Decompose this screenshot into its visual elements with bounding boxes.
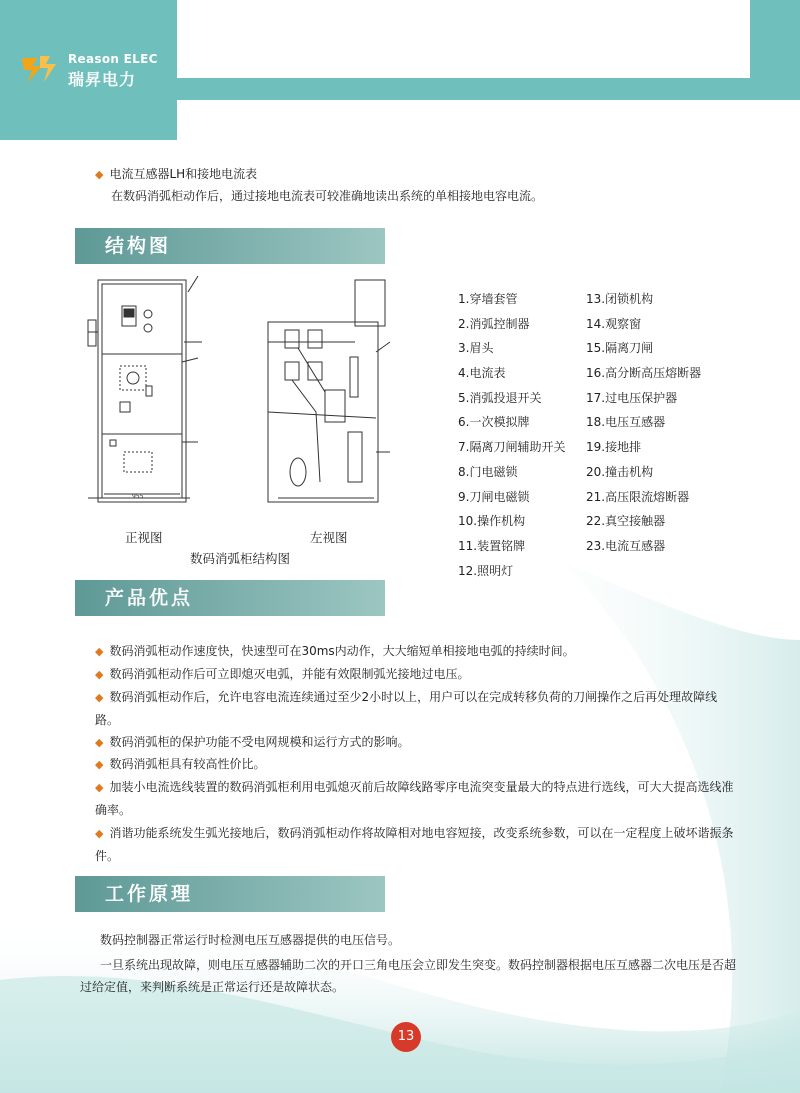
front-view-label: 正视图 [125,530,163,545]
page-number: 13 [391,1022,421,1052]
brand-name-cn: 瑞昇电力 [68,70,137,89]
advantage-item: ◆ 消谐功能系统发生弧光接地后，数码消弧柜动作将故障相对地电容短接，改变系统参数，可以在一定程度上破坏谐振条件。 [95,826,734,863]
bullet-icon: ◆ [95,758,104,771]
front-view-drawing [88,276,202,502]
brand-mark-icon [20,52,60,84]
part-item: 22.真空接触器 [586,514,666,529]
intro-text: 在数码消弧柜动作后，通过接地电流表可较准确地读出系统的单相接地电容电流。 [111,189,544,203]
part-item: 21.高压限流熔断器 [586,489,690,504]
part-item: 4.电流表 [458,366,506,381]
dimension-label: 955 [132,493,144,500]
intro-heading-text: 电流互感器LH和接地电流表 [109,167,258,181]
advantage-item: ◆ 数码消弧柜动作速度快，快速型可在30ms内动作，大大缩短单相接地电弧的持续时间。 [95,644,575,658]
part-item: 18.电压互感器 [586,415,666,430]
part-item: 1.穿墙套管 [458,292,518,306]
part-item: 6.一次模拟牌 [458,415,530,430]
left-view-drawing [268,280,390,502]
advantage-item: ◆ 数码消弧柜具有较高性价比。 [95,757,266,771]
part-item: 10.操作机构 [458,514,526,529]
part-item: 17.过电压保护器 [586,390,678,405]
part-item: 19.接地排 [586,440,642,455]
brand-name-en: Reason ELEC [68,52,158,66]
part-item: 9.刀闸电磁锁 [458,489,530,504]
part-item: 13.闭锁机构 [586,292,654,306]
part-item: 16.高分断高压熔断器 [586,366,702,381]
intro-heading [95,164,257,185]
advantage-item: ◆ 数码消弧柜动作后，允许电容电流连续通过至少2小时以上，用户可以在完成转移负荷的刀闸操作之后再处理故障线路。 [95,690,718,727]
bullet-icon: ◆ [95,827,104,840]
advantage-item: ◆ 数码消弧柜动作后可立即熄灭电弧，并能有效限制弧光接地过电压。 [95,667,470,681]
part-item: 7.隔离刀闸辅助开关 [458,440,566,455]
parts-list-col1 [458,287,565,583]
parts-list-col2 [586,287,701,559]
bullet-icon: ◆ [95,668,104,681]
left-view-label: 左视图 [310,530,348,545]
bullet-icon: ◆ [95,781,104,794]
part-item: 14.观察窗 [586,316,642,331]
part-item: 20.撞击机构 [586,464,654,479]
section-title-structure: 结构图 [75,228,385,264]
bullet-icon: ◆ [95,168,104,181]
structure-diagram [80,262,400,520]
bullet-icon: ◆ [95,736,104,749]
part-item: 3.眉头 [458,341,494,356]
bullet-icon: ◆ [95,645,104,658]
part-item: 8.门电磁锁 [458,464,518,479]
section-title-principle: 工作原理 [75,876,385,912]
brand-logo [20,50,170,90]
part-item: 11.装置铭牌 [458,538,526,553]
section-title-advantages: 产品优点 [75,580,385,616]
part-item: 15.隔离刀闸 [586,341,654,356]
advantage-item: ◆ 加装小电流选线装置的数码消弧柜利用电弧熄灭前后故障线路零序电流突变量最大的特点进行选线，可大大提高选线准确率。 [95,780,734,817]
bullet-icon: ◆ [95,691,104,704]
part-item: 12.照明灯 [458,563,514,578]
part-item: 5.消弧投退开关 [458,390,542,405]
diagram-caption: 数码消弧柜结构图 [190,551,291,566]
advantage-item: ◆ 数码消弧柜的保护功能不受电网规模和运行方式的影响。 [95,735,410,749]
principle-paragraph-1: 数码控制器正常运行时检测电压互感器提供的电压信号。 [100,933,401,947]
part-item: 2.消弧控制器 [458,316,530,331]
principle-paragraph-2: 一旦系统出现故障，则电压互感器辅助二次的开口三角电压会立即发生突变。数码控制器根据电压互感器二次电压是否超过给定值，来判断系统是正常运行还是故障状态。 [80,958,737,994]
part-item: 23.电流互感器 [586,538,666,553]
